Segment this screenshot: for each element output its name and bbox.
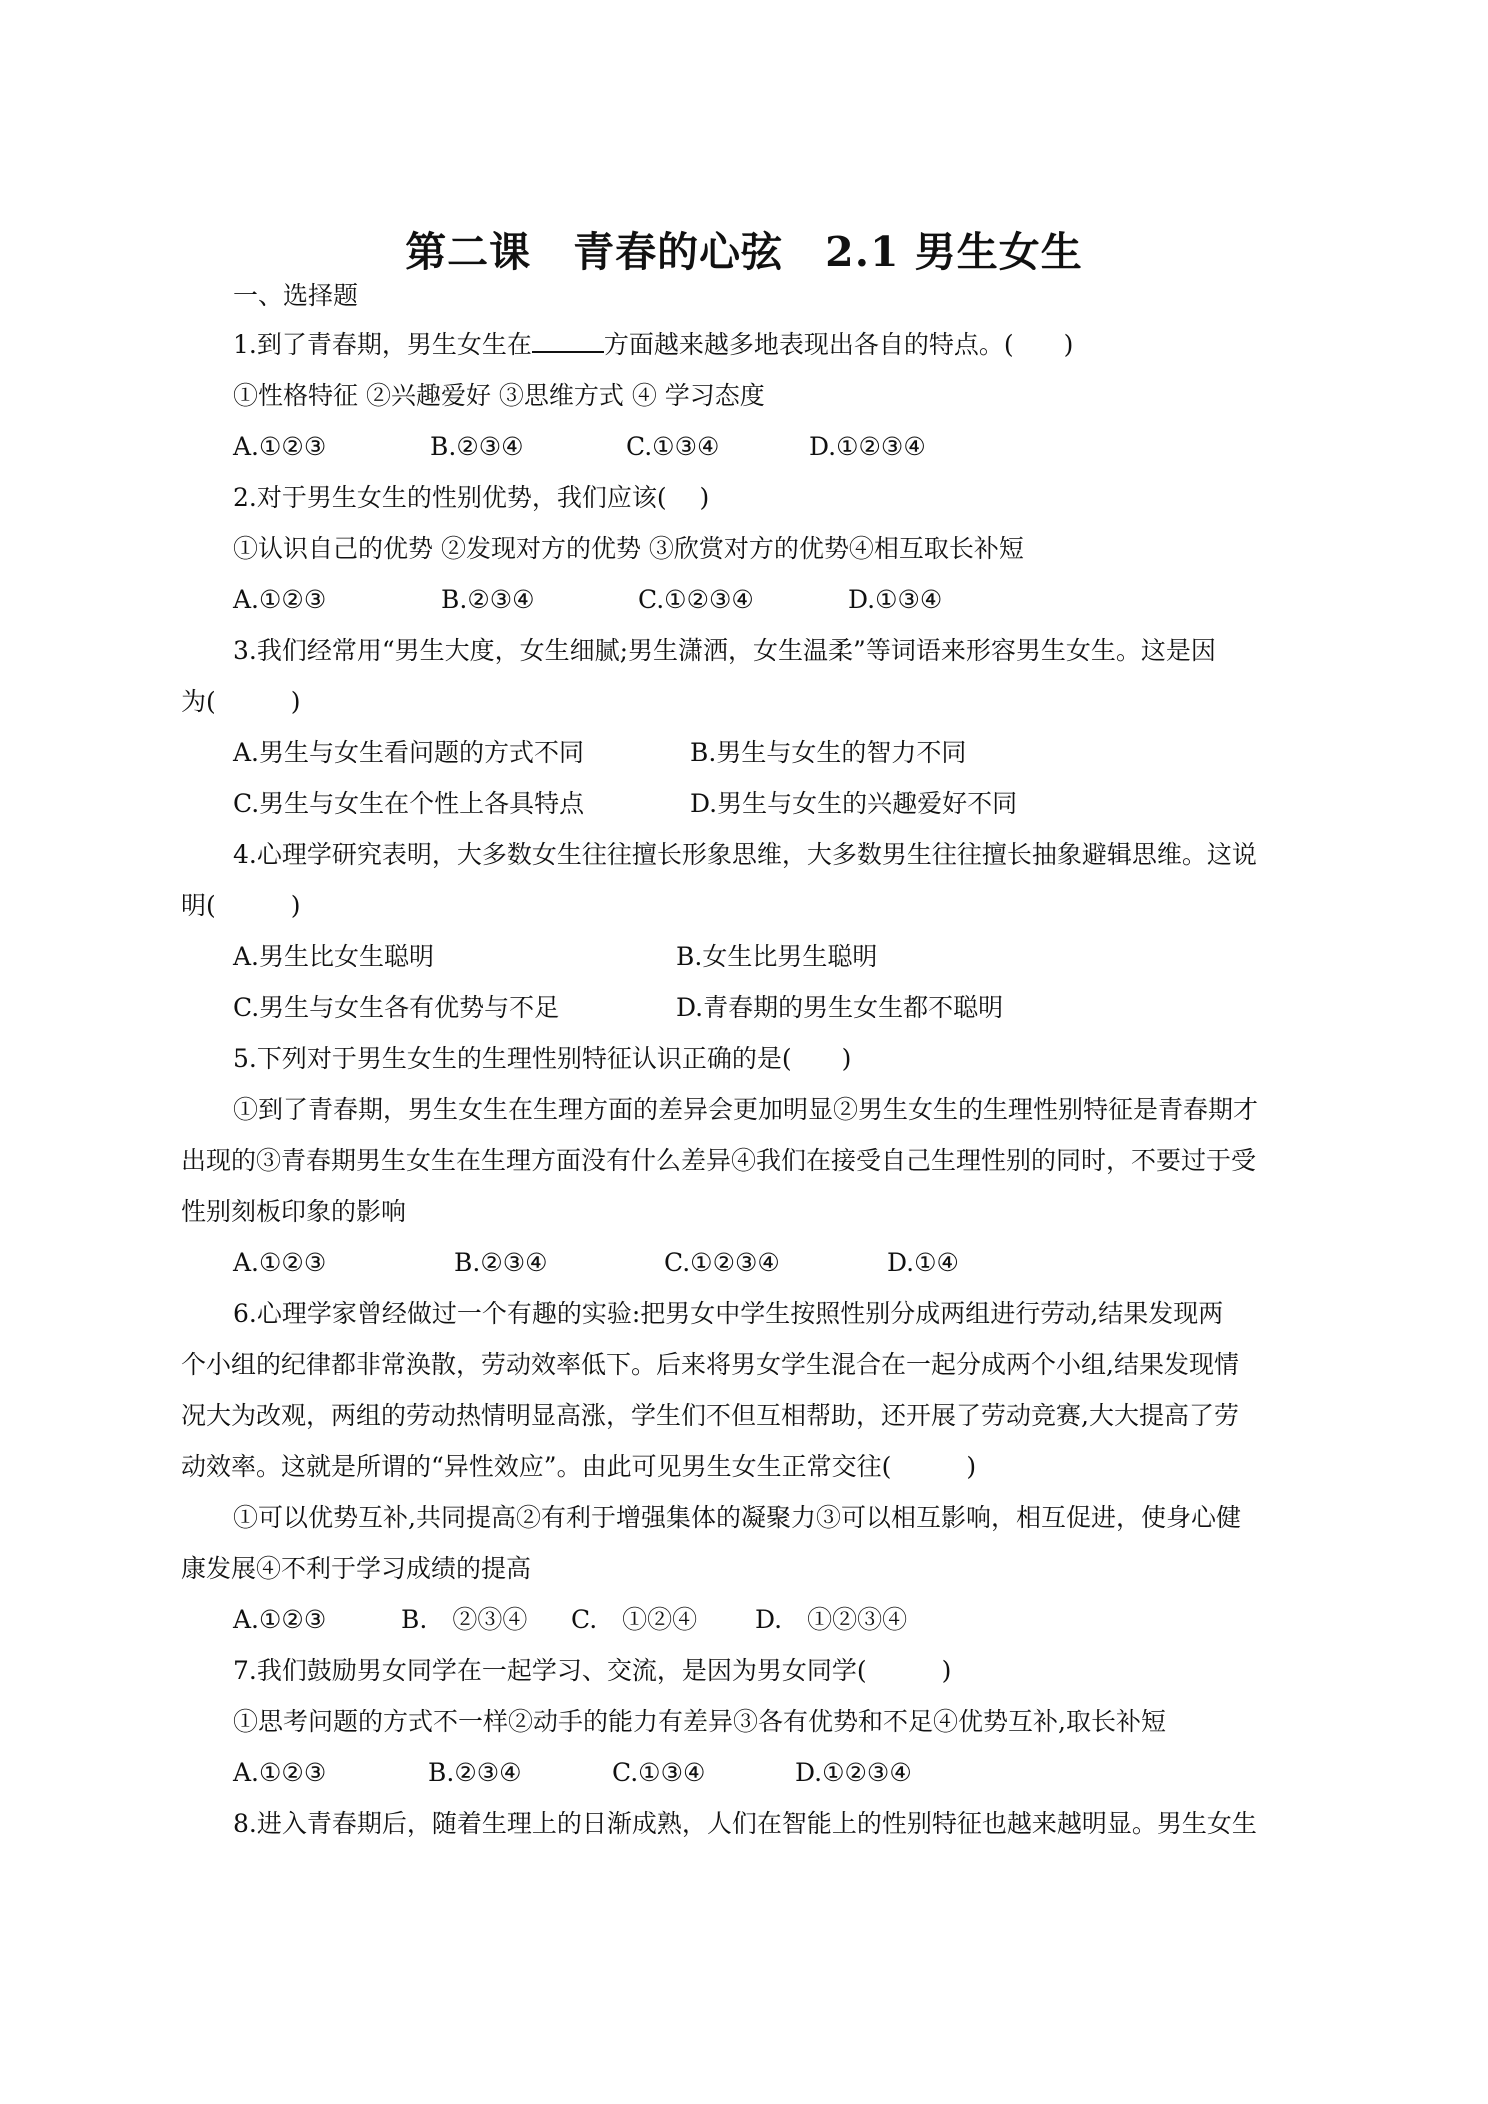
question-1-option-d: D.①②③④: [809, 432, 926, 461]
question-6-stem-line-2: 个小组的纪律都非常涣散，劳动效率低下。后来将男女学生混合在一起分成两个小组,结果发现情: [181, 1350, 1239, 1379]
question-1-stem: [233, 327, 1073, 363]
question-7-option-a: A.①②③: [233, 1758, 327, 1787]
question-4-option-d: D.青春期的男生女生都不聪明: [676, 993, 1004, 1022]
page-title: 第二课 青春的心弦 2.1 男生女生: [405, 228, 1083, 276]
question-3-option-c: C.男生与女生在个性上各具特点: [233, 789, 585, 818]
question-3-stem-line-2: 为( ): [181, 687, 301, 716]
question-6-stem-line-3: 况大为改观，两组的劳动热情明显高涨，学生们不但互相帮助，还开展了劳动竞赛,大大提高了劳: [181, 1401, 1239, 1430]
question-7-stem: 7.我们鼓励男女同学在一起学习、交流，是因为男女同学( ): [233, 1656, 952, 1685]
section-heading: 一、选择题: [233, 281, 359, 310]
question-7-option-c: C.①③④: [612, 1758, 706, 1787]
question-8-stem-line-1: 8.进入青春期后，随着生理上的日渐成熟，人们在智能上的性别特征也越来越明显。男生女生: [233, 1809, 1257, 1838]
question-2-option-d: D.①③④: [848, 585, 943, 614]
question-5-stem: 5.下列对于男生女生的生理性别特征认识正确的是( ): [233, 1044, 852, 1073]
question-6-items-line-1: ①可以优势互补,共同提高②有利于增强集体的凝聚力③可以相互影响，相互促进，使身心健: [233, 1503, 1241, 1532]
question-3-option-d: D.男生与女生的兴趣爱好不同: [690, 789, 1018, 818]
question-7-items: ①思考问题的方式不一样②动手的能力有差异③各有优势和不足④优势互补,取长补短: [233, 1707, 1166, 1736]
question-2-stem: 2.对于男生女生的性别优势，我们应该( ): [233, 483, 710, 512]
question-1-stem-after: 方面越来越多地表现出各自的特点。( ): [603, 330, 1074, 359]
question-5-items-line-2: 出现的③青春期男生女生在生理方面没有什么差异④我们在接受自己生理性别的同时，不要过于受: [181, 1146, 1257, 1175]
fill-blank: [532, 329, 604, 353]
question-6-items-line-2: 康发展④不利于学习成绩的提高: [181, 1554, 532, 1583]
question-6-option-a: A.①②③: [233, 1605, 327, 1634]
question-5-option-c: C.①②③④: [664, 1248, 780, 1277]
question-5-items-line-3: 性别刻板印象的影响: [181, 1197, 407, 1226]
question-3-option-a: A.男生与女生看问题的方式不同: [233, 738, 585, 767]
question-6-stem-line-1: 6.心理学家曾经做过一个有趣的实验:把男女中学生按照性别分成两组进行劳动,结果发现两: [233, 1299, 1224, 1328]
question-4-stem-line-1: 4.心理学研究表明，大多数女生往往擅长形象思维，大多数男生往往擅长抽象避辑思维。这说: [233, 840, 1257, 869]
question-1-stem-before: 1.到了青春期，男生女生在: [233, 330, 532, 359]
question-4-stem-line-2: 明( ): [181, 891, 301, 920]
question-3-stem-line-1: 3.我们经常用“男生大度，女生细腻;男生潇洒，女生温柔”等词语来形容男生女生。这是因: [233, 636, 1216, 665]
question-6-option-b: B. ②③④: [401, 1605, 528, 1634]
question-2-option-a: A.①②③: [233, 585, 327, 614]
question-7-option-d: D.①②③④: [795, 1758, 912, 1787]
question-6-stem-line-4: 动效率。这就是所谓的“异性效应”。由此可见男生女生正常交往( ): [181, 1452, 977, 1481]
question-1-items: ①性格特征 ②兴趣爱好 ③思维方式 ④ 学习态度: [233, 381, 765, 410]
question-2-items: ①认识自己的优势 ②发现对方的优势 ③欣赏对方的优势④相互取长补短: [233, 534, 1024, 563]
question-3-option-b: B.男生与女生的智力不同: [690, 738, 967, 767]
question-2-option-b: B.②③④: [441, 585, 535, 614]
question-5-option-d: D.①④: [887, 1248, 959, 1277]
question-1-option-b: B.②③④: [430, 432, 524, 461]
question-6-option-d: D. ①②③④: [755, 1605, 908, 1634]
question-6-option-c: C. ①②④: [571, 1605, 698, 1634]
question-5-items-line-1: ①到了青春期，男生女生在生理方面的差异会更加明显②男生女生的生理性别特征是青春期才: [233, 1095, 1259, 1124]
question-1-option-a: A.①②③: [233, 432, 327, 461]
question-4-option-b: B.女生比男生聪明: [676, 942, 878, 971]
question-5-option-b: B.②③④: [454, 1248, 548, 1277]
question-2-option-c: C.①②③④: [638, 585, 754, 614]
question-4-option-c: C.男生与女生各有优势与不足: [233, 993, 560, 1022]
question-1-option-c: C.①③④: [626, 432, 720, 461]
question-7-option-b: B.②③④: [428, 1758, 522, 1787]
question-4-option-a: A.男生比女生聪明: [233, 942, 435, 971]
question-5-option-a: A.①②③: [233, 1248, 327, 1277]
